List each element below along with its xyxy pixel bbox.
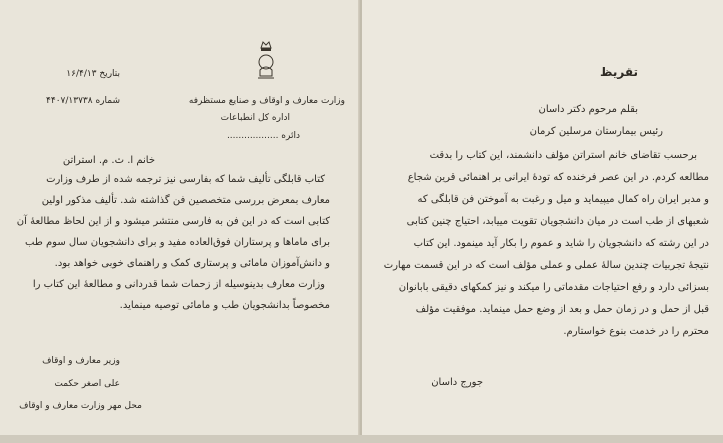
ministry-letter-page <box>0 0 360 443</box>
letter-salutation: خانم ا. ث. م. استراتن <box>62 155 155 166</box>
foreword-signature: جورج داسان <box>431 377 483 388</box>
letter-line: کتاب قابلگی تألیف شما که بفارسی نیز ترجمه شده از طرف وزارت <box>46 174 325 185</box>
letter-line: مخصوصاً بدانشجویان طب و مامائی توصیه مینماید. <box>119 300 330 311</box>
office-name: اداره کل انطباعات <box>220 113 290 123</box>
foreword-line: بسزائی دارد و رفع احتیاجات مقدماتی را میکند و نیز کمکهای دقیقی بابانوان <box>398 282 709 293</box>
foreword-line: مطالعه کردم. در این عصر فرخنده که تودهٔ ایرانی بر اهنمائی قرین شجاع <box>407 172 709 183</box>
foreword-line: برحسب تقاضای خانم استراتن مؤلف دانشمند، این کتاب را بدقت <box>429 150 697 161</box>
foreword-author: بقلم مرحوم دکتر داسان <box>538 104 638 115</box>
foreword-author-role: رئیس بیمارستان مرسلین کرمان <box>529 126 663 137</box>
ministry-name: وزارت معارف و اوقاف و صنایع مستظرفه <box>188 96 345 106</box>
letter-line: و دانش‌آموزان مامائی و پرستاری کمک و راهنمای خوبی خواهد بود. <box>54 258 330 269</box>
letter-number: شماره ۴۴۰۷/۱۳۷۳۸ <box>46 96 120 106</box>
page-bottom-edge <box>0 435 723 443</box>
letter-line: معارف بمعرض بررسی متخصصین فن گذاشته شد. تألیف مذکور اولین <box>41 195 330 206</box>
letter-line: کتابی است که در این فن به فارسی منتشر میشود و از این لحاظ مطالعهٔ آن <box>16 216 330 227</box>
foreword-title: تقریظ <box>600 65 638 79</box>
foreword-line: در این رشته که دانشجویان را شاید و عموم را بکار آید مینمود. این کتاب <box>413 238 709 249</box>
letter-date: بتاریخ ۱۶/۴/۱۳ <box>66 69 120 79</box>
foreword-line: شعبهای از طب است در میان دانشجویان تقویت مییابد، احتیاج چنین کتابی <box>406 216 709 227</box>
letter-line: وزارت معارف بدینوسیله از زحمات شما قدردانی و مطالعهٔ این کتاب را <box>32 279 325 290</box>
foreword-line: نتیجهٔ تجربیات چندین سالهٔ عملی و عملی مؤلف است که در این قسمت مهارت <box>383 260 709 271</box>
foreword-line: قبل از حمل و در زمان حمل و بعد از وضع حمل مینماید. موفقیت مؤلف <box>415 304 709 315</box>
signer-title: وزیر معارف و اوقاف <box>42 356 120 366</box>
lion-and-sun-crest-icon <box>255 36 277 80</box>
foreword-page <box>362 0 723 443</box>
foreword-line: محترم را در خدمت بنوع خواستارم. <box>563 326 709 337</box>
letter-line: برای ماماها و پرستاران فوق‌العاده مفید و برای دانشجویان سال سوم طب <box>25 237 330 248</box>
seal-note: محل مهر وزارت معارف و اوقاف <box>19 401 142 411</box>
foreword-line: و مدبر ایران راه کمال میپیماید و میل و رغبت به آموختن فن قابلگی که <box>417 194 709 205</box>
signer-name: علی اصغر حکمت <box>54 379 120 389</box>
department-field: دائره .................. <box>226 131 300 141</box>
